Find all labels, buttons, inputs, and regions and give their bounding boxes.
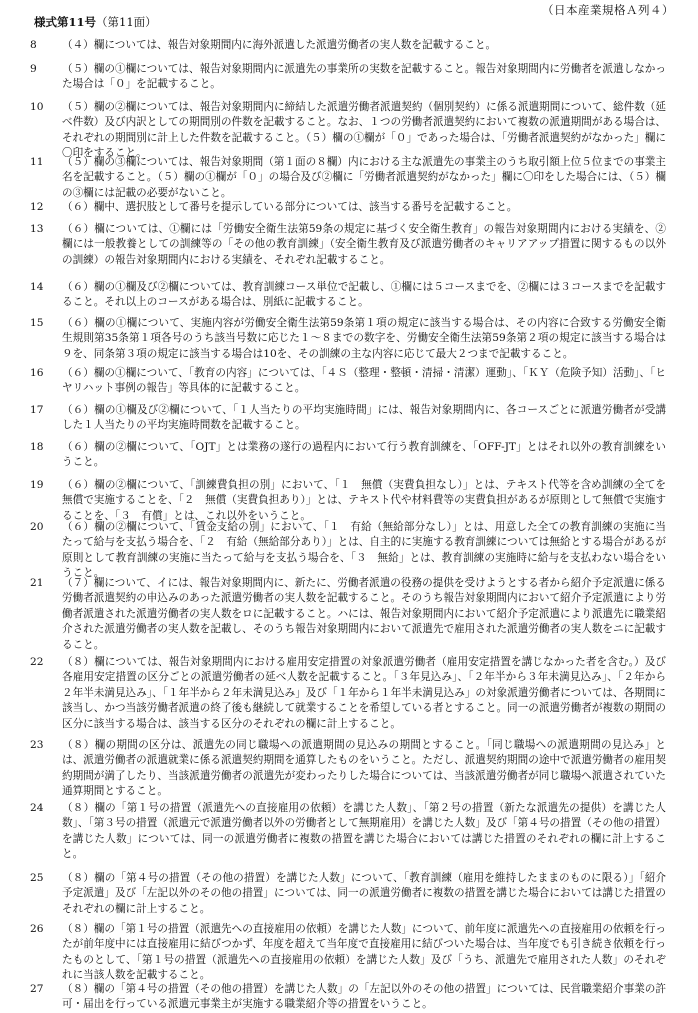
- note-item-12: [30, 200, 666, 215]
- note-item-26: [30, 922, 666, 984]
- note-number: 18: [30, 441, 44, 453]
- note-number: 12: [30, 201, 44, 213]
- note-text: （６）欄の①欄及び②欄については、教育訓練コース単位で記載し、①欄には５コースまでを、②欄には３コースまでを記載すること。それ以上のコースがある場合は、別紙に記載すること。: [62, 281, 666, 309]
- note-number: 16: [30, 367, 44, 379]
- note-number: 14: [30, 281, 44, 293]
- note-item-17: [30, 403, 666, 434]
- note-item-11: [30, 155, 666, 201]
- form-title: [34, 14, 157, 30]
- note-item-25: [30, 871, 666, 917]
- note-number: 27: [30, 983, 44, 995]
- note-number: 9: [30, 63, 37, 75]
- note-item-20: [30, 520, 666, 582]
- note-text: （６）欄の①欄及び②欄について、「１人当たりの平均実施時間」には、報告対象期間内に、各コースごとに派遣労働者が受講した１人当たりの平均実施時間数を記載すること。: [62, 404, 666, 432]
- note-item-27: [30, 982, 666, 1013]
- note-item-8: [30, 38, 666, 53]
- note-number: 23: [30, 739, 44, 751]
- note-number: 19: [30, 479, 44, 491]
- note-item-10: [30, 100, 666, 162]
- note-text: （６）欄の①欄について、「教育の内容」については、「４Ｓ（整理・整頓・清掃・清潔）運動」、「ＫＹ（危険予知）活動」、「ヒヤリハット事例の報告」等具体的に記載すること。: [62, 367, 666, 395]
- note-text: （６）欄の②欄について、「訓練費負担の別」において、「１ 無償（実費負担なし）」とは、テキスト代等を含め訓練の全てを無償で実施することを、「２ 無償（実費負担あり）」とは、テキスト代や材料費等の実費負担があるが原則として無償で実施することを、「３ 有償」とは、これ以外をいうこと。: [62, 479, 666, 522]
- note-text: （４）欄については、報告対象期間内に海外派遣した派遣労働者の実人数を記載すること。: [62, 39, 497, 51]
- note-number: 25: [30, 872, 44, 884]
- note-item-14: [30, 280, 666, 311]
- note-text: （５）欄の①欄については、報告対象期間内に派遣先の事業所の実数を記載すること。報告対象期間内に労働者を派遣しなかった場合は「０」を記載すること。: [62, 63, 666, 91]
- note-number: 21: [30, 577, 44, 589]
- note-item-18: [30, 440, 666, 471]
- note-item-9: [30, 62, 666, 93]
- note-text: （６）欄中、選択肢として番号を提示している部分については、該当する番号を記載すること。: [62, 201, 518, 213]
- note-item-13: [30, 222, 666, 268]
- note-item-24: [30, 801, 666, 863]
- note-number: 22: [30, 656, 44, 668]
- note-text: （８）欄の「第１号の措置（派遣先への直接雇用の依頼）を講じた人数」について、前年度に派遣先への直接雇用の依頼を行ったが前年度中には直接雇用に結びつかず、年度を超えて当年度で直接雇用に結びついた場合は、当年度でも引き続き依頼を行ったものとして、「第１号の措置（派遣先への直接雇用の依頼）を講じた人数」及び「うち、派遣先で雇用された人数」のそれぞれに当該人数を記載すること。: [62, 923, 666, 982]
- note-item-19: [30, 478, 666, 524]
- note-item-23: [30, 738, 666, 800]
- note-text: （６）欄の①欄について、実施内容が労働安全衛生法第59条第１項の規定に該当する場合は、その内容に合致する労働安全衛生規則第35条第１項各号のうち該当号数に応じた１～８までの数字を、労働安全衛生法第59条第２項の規定に該当する場合は９を、同条第３項の規定に該当する場合は10を、その訓練の主な内容に応じて最大２つまで記載すること。: [62, 317, 666, 360]
- form-number: 様式第11号: [34, 15, 97, 29]
- note-text: （６）欄の②欄について、「賃金支給の別」において、「１ 有給（無給部分なし）」とは、用意した全ての教育訓練の実施に当たって給与を支払う場合を、「２ 有給（無給部分あり）」とは、自主的に実施する教育訓練については無給とする場合があるが原則として教育訓練の実施に当たって給与を支払う場合を、「３ 無給」とは、教育訓練の実施時に給与を支払わない場合をいうこと。: [62, 521, 666, 580]
- paper-standard-label: （日本産業規格Ａ列４）: [542, 3, 674, 17]
- note-text: （８）欄の「第４号の措置（その他の措置）を講じた人数」の「左記以外のその他の措置」については、民営職業紹介事業の許可・届出を行っている派遣元事業主が実施する職業紹介等の措置をいうこと。: [62, 983, 666, 1011]
- note-number: 26: [30, 923, 44, 935]
- note-item-15: [30, 316, 666, 362]
- note-number: 17: [30, 404, 44, 416]
- note-text: （７）欄について、イには、報告対象期間内に、新たに、労働者派遣の役務の提供を受けようとする者から紹介予定派遣に係る労働者派遣契約の申込みのあった派遣労働者の実人数を記載すること。そのうち報告対象期間内において紹介予定派遣により労働者派遣された派遣労働者の実人数をロに記載すること。ハには、報告対象期間内において紹介予定派遣により派遣先に職業紹介された派遣労働者の実人数を記載し、そのうち報告対象期間内において派遣先で雇用された派遣労働者の実人数をニに記載すること。: [62, 577, 666, 651]
- note-text: （５）欄の②欄については、報告対象期間内に締結した派遣労働者派遣契約（個別契約）に係る派遣期間について、総件数（延べ件数）及び内訳としての期間別の件数を記載すること。なお、１つの労働者派遣契約において複数の派遣期間がある場合は、それぞれの期間別に計上した件数を記載すること。（５）欄の①欄が「０」であった場合は、「労働者派遣契約がなかった」欄に〇印をすること。: [62, 101, 666, 160]
- note-number: 11: [30, 156, 44, 168]
- note-number: 8: [30, 39, 37, 51]
- note-item-22: [30, 655, 666, 732]
- note-text: （８）欄の「第１号の措置（派遣先への直接雇用の依頼）を講じた人数」、「第２号の措置（新たな派遣先の提供）を講じた人数」、「第３号の措置（派遣元で派遣労働者以外の労働者として無期雇用）を講じた人数」及び「第４号の措置（その他の措置）を講じた人数」については、同一の派遣労働者に複数の措置を講じた場合においては講じた措置のそれぞれの欄に計上すること。: [62, 802, 666, 861]
- note-text: （８）欄の「第４号の措置（その他の措置）を講じた人数」について、「教育訓練（雇用を維持したままのものに限る）」「紹介予定派遣」及び「左記以外のその他の措置」については、同一の派遣労働者に複数の措置を講じた場合においては講じた措置のそれぞれの欄に計上すること。: [62, 872, 666, 915]
- note-number: 20: [30, 521, 44, 533]
- note-number: 10: [30, 101, 44, 113]
- form-page: （第11面）: [96, 15, 157, 29]
- note-number: 15: [30, 317, 44, 329]
- note-text: （５）欄の③欄については、報告対象期間（第１面の８欄）内における主な派遣先の事業主のうち取引額上位５位までの事業主名を記載すること。（５）欄の①欄が「０」の場合及び②欄に「労働者派遣契約がなかった」欄に〇印をした場合には、（５）欄の③欄には記載の必要がないこと。: [62, 156, 666, 199]
- note-text: （８）欄の期間の区分は、派遣先の同じ職場への派遣期間の見込みの期間とすること。「同じ職場への派遣期間の見込み」とは、派遣労働者の派遣就業に係る派遣契約期間を通算したものをいうこと。ただし、派遣契約期間の途中で派遣労働者の雇用契約期間が満了したり、当該派遣労働者の派遣先が変わったりした場合については、当該派遣労働者が同じ職場へ派遣されていた通算期間とすること。: [62, 739, 666, 798]
- note-text: （８）欄については、報告対象期間内における雇用安定措置の対象派遣労働者（雇用安定措置を講じなかった者を含む。）及び各雇用安定措置の区分ごとの派遣労働者の延べ人数を記載すること。「３年見込み」、「２年半から３年未満見込み」、「２年から２年半未満見込み」、「１年半から２年未満見込み」及び「１年から１年半未満見込み」の対象派遣労働者については、各期間に該当し、かつ当該労働者派遣の終了後も継続して就業することを希望している者とすること。同一の派遣労働者が複数の期間の区分に該当する場合は、該当する区分のそれぞれの欄に計上すること。: [62, 656, 666, 730]
- note-number: 13: [30, 223, 44, 235]
- note-item-16: [30, 366, 666, 397]
- note-text: （６）欄については、①欄には「労働安全衛生法第59条の規定に基づく安全衛生教育」の報告対象期間内における実績を、②欄には一般教養としての訓練等の「その他の教育訓練」（安全衛生教育及び派遣労働者のキャリアアップ措置に関するもの以外の訓練）の報告対象期間内における実績を、それぞれ記載すること。: [62, 223, 666, 266]
- note-item-21: [30, 576, 666, 653]
- note-text: （６）欄の②欄について、「OJT」とは業務の遂行の過程内において行う教育訓練を、「OFF-JT」とはそれ以外の教育訓練をいうこと。: [62, 441, 666, 469]
- note-number: 24: [30, 802, 44, 814]
